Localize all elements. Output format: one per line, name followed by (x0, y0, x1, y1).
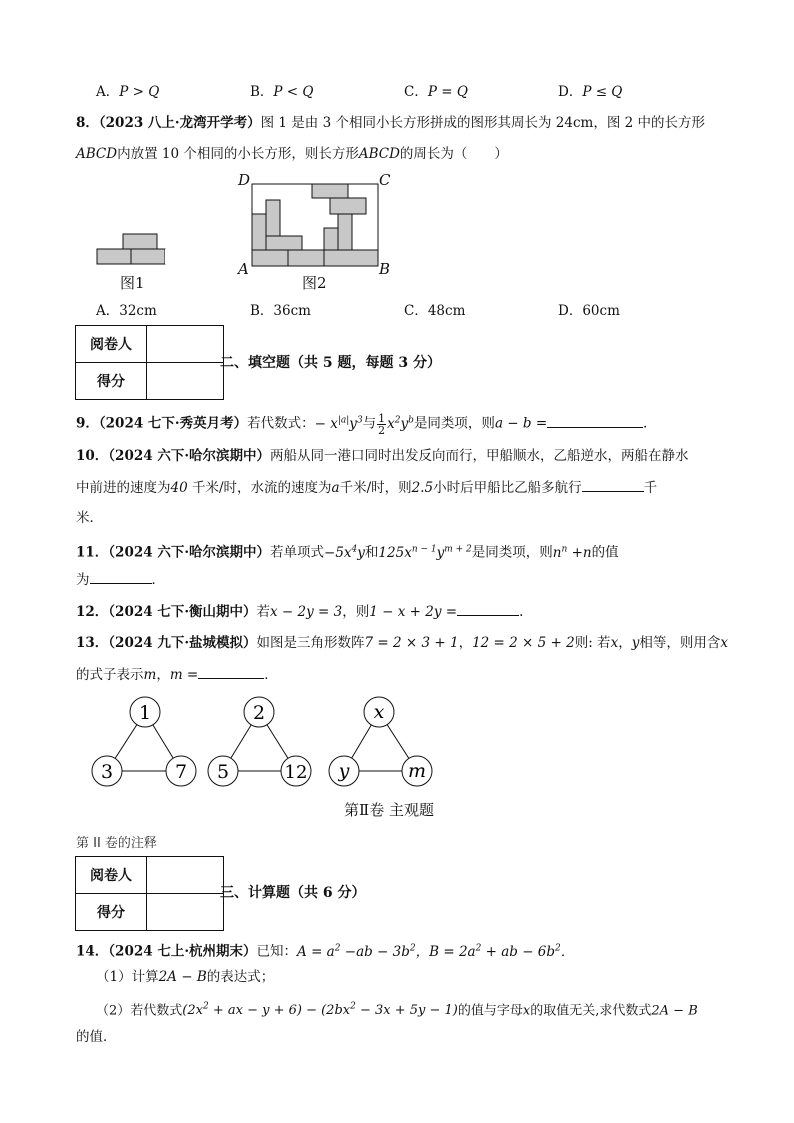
q11-answer-blank[interactable] (90, 569, 152, 584)
part-2-title: 第Ⅱ卷 主观题 (344, 801, 434, 819)
q14-sub2: （2）若代数式($2x^2$ + ax − $y + 6) - (2bx^2 - 3x + 5y - 1)$的值与字母x的取值无关,求代数式2A − B (96, 1002, 698, 1019)
tri2-right: 12 (284, 762, 308, 783)
q13-line2: 的式子表示m，m = ． (76, 664, 278, 685)
corner-c-label: C (379, 171, 391, 189)
triangle-1 (92, 697, 196, 786)
tri3-right: m (407, 760, 427, 782)
grader-box-1 (75, 325, 224, 400)
q7-option-c: C．P = Q (404, 84, 468, 100)
q10-line2: 中前进的速度为40 千米/时，水流的速度为a千米/时，则2.5小时后甲船比乙船多航行 千 (76, 477, 657, 498)
tri2-left: 5 (216, 761, 230, 783)
corner-d-label: D (238, 171, 251, 189)
tri3-left: y (338, 760, 350, 782)
corner-b-label: B (379, 260, 391, 278)
triangle-3 (329, 697, 432, 786)
score-cell[interactable] (147, 363, 224, 400)
q8-option-d: D．60cm (558, 303, 620, 319)
q8-line1: 8．（2023 八上·龙湾开学考）图 1 是由 3 个相同小长方形拼成的图形其周长为 24cm，图 2 中的长方形 (76, 115, 705, 131)
q8-option-b: B．36cm (250, 303, 311, 319)
q9-answer-blank[interactable] (547, 413, 643, 428)
q14-line3: 的值． (76, 1029, 117, 1045)
tri1-left: 3 (100, 761, 114, 783)
q11-line1: 11．（2024 六下·哈尔滨期中）若单项式$-5x^4y$和$125x^{n - 1}y^{m + 2}$是同类项，则$n^n +n$的值 (76, 544, 619, 561)
q9-line: 9．（2024 七下·秀英月考）若代数式：− $x^{|a|}y^3$与 $\frac{1}{2}$ $x^2y^b$是同类项，则a − b = ． (76, 411, 657, 437)
score-label: 得分 (76, 363, 147, 400)
q7-option-b: B．P < Q (250, 84, 314, 100)
grader-label: 阅卷人 (76, 857, 147, 894)
q8-option-c: C．48cm (404, 303, 466, 319)
q7-option-d: D．P ≤ Q (558, 84, 623, 100)
q14-sub1: （1）计算2A − B的表达式； (96, 969, 275, 985)
q10-line1: 10．（2024 六下·哈尔滨期中）两船从同一港口同时出发反向而行，甲船顺水，乙船逆水，两船在静水 (76, 448, 689, 464)
q9-fraction: $\frac{1}{2}$ (378, 411, 386, 437)
tri3-top: x (373, 701, 385, 723)
section-3-title: 三、计算题（共 6 分） (220, 885, 366, 901)
q12-line: 12．（2024 七下·衡山期中）若x − 2y = 3，则1 − x + 2y = . (76, 601, 523, 622)
grader-label: 阅卷人 (76, 326, 147, 363)
q7-option-a: A．P > Q (96, 84, 160, 100)
q14-line1: 14．（2024 七上·杭州期末）已知：$A = a^2 -ab - 3b^2$，$B = 2a^2$ + ab − $6b^2$． (76, 943, 575, 960)
triangle-2 (208, 697, 311, 786)
q10-line3: 米． (76, 510, 103, 526)
q13-line1: 13．（2024 九下·盐城模拟）如图是三角形数阵7 = 2 × 3 + 1，12 = 2 × 5 + 2则: 若x，y相等，则用含x (76, 635, 728, 651)
q8-option-a: A．32cm (96, 303, 157, 319)
corner-a-label: A (238, 260, 249, 278)
tri1-top: 1 (138, 702, 152, 724)
triangle-arrays (88, 694, 448, 790)
tri1-right: 7 (174, 761, 188, 783)
grader-box-2 (75, 856, 224, 931)
q10-answer-blank[interactable] (582, 477, 644, 492)
figure-1-caption: 图1 (120, 274, 145, 292)
score-label: 得分 (76, 894, 147, 931)
part-2-note: 第 II 卷的注释 (76, 836, 157, 851)
figure-2 (236, 176, 396, 276)
section-2-title: 二、填空题（共 5 题，每题 3 分） (220, 355, 441, 371)
figure-2-caption: 图2 (302, 274, 327, 292)
grader-cell[interactable] (147, 857, 224, 894)
q11-line2: 为 ． (76, 569, 165, 590)
q8-line2: ABCD内放置 10 个相同的小长方形，则长方形ABCD的周长为（ ） (76, 146, 508, 162)
score-cell[interactable] (147, 894, 224, 931)
grader-cell[interactable] (147, 326, 224, 363)
tri2-top: 2 (252, 702, 266, 724)
q12-answer-blank[interactable] (457, 601, 519, 616)
q13-answer-blank[interactable] (198, 664, 264, 679)
